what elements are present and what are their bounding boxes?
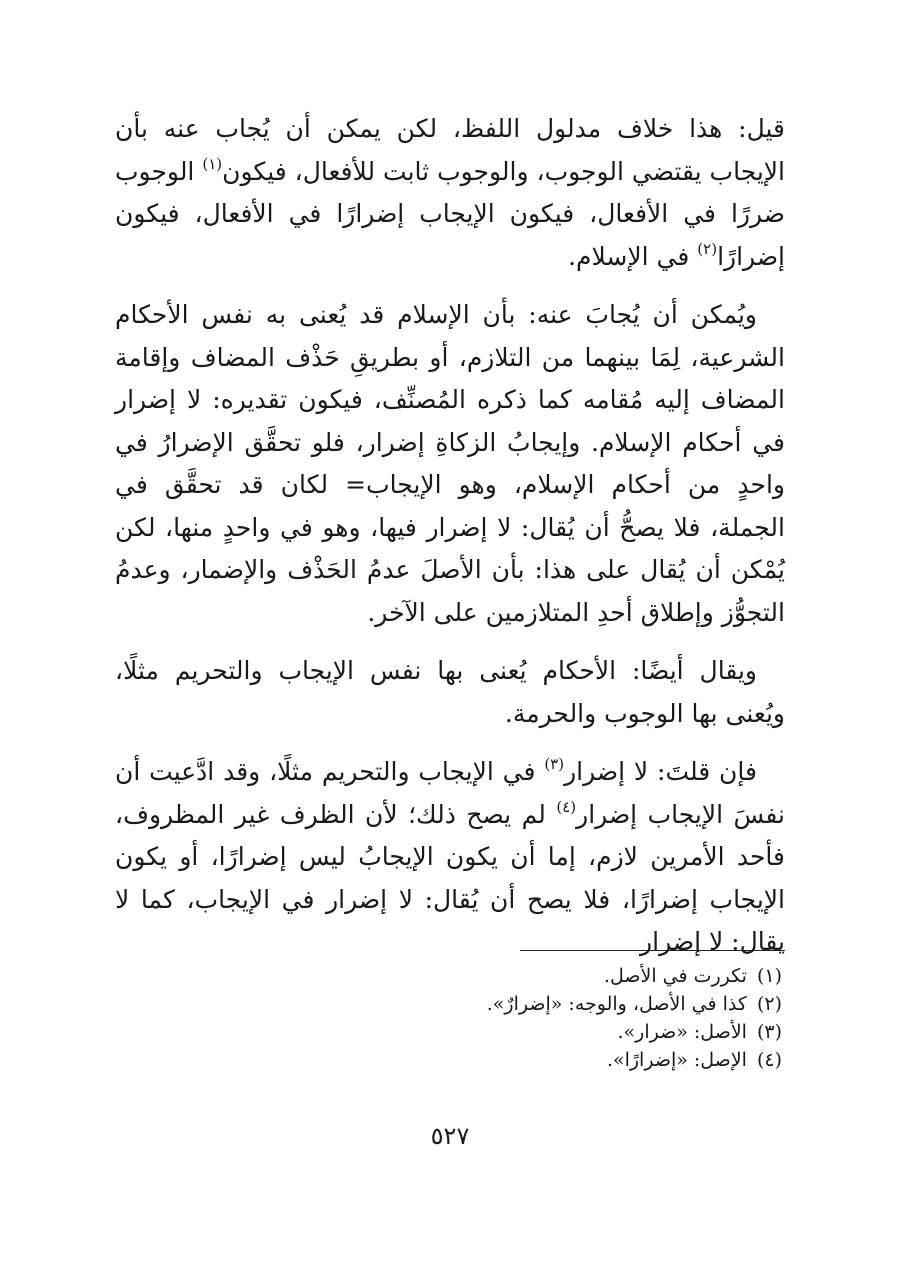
footnote-1 xyxy=(182,962,782,990)
footnote-text: كذا في الأصل، والوجه: «إضرارٌ». xyxy=(486,993,747,1015)
paragraph-text: لم يصح ذلك؛ لأن الظرف غير المظروف، فأحد الأمرين لازم، إما أن يكون الإيجابُ ليس إضرارًا، أو يكون الإيجاب إضرارًا، فلا يصح أن يُقال: لا إضرار في الإيجاب، كما لا يقال: لا إضرار xyxy=(115,799,785,956)
footnote-ref-3[interactable]: (٣) xyxy=(544,754,565,773)
paragraph-2 xyxy=(115,294,785,634)
paragraph-3 xyxy=(115,650,785,735)
footnote-3 xyxy=(182,1018,782,1046)
footnote-4 xyxy=(182,1046,782,1074)
footnote-text: تكررت في الأصل. xyxy=(603,965,747,987)
footnote-text: الإصل: «إضرارًا». xyxy=(606,1049,747,1071)
footnote-divider xyxy=(520,950,785,951)
footnote-2 xyxy=(182,990,782,1018)
paragraph-text: فإن قلتَ: لا إضرار xyxy=(564,757,757,786)
paragraph-text: قيل: هذا خلاف مدلول اللفظ، لكن يمكن أن يُجاب عنه بأن الإيجاب يقتضي الوجوب، والوجوب ثابت للأفعال، فيكون xyxy=(115,114,785,186)
paragraph-text: في الإيجاب والتحريم مثلًا، وقد ادَّعيت أن نفسَ الإيجاب إضرار xyxy=(115,757,785,829)
footnotes xyxy=(182,962,782,1074)
footnote-text: الأصل: «ضرار». xyxy=(617,1021,747,1043)
footnote-ref-2[interactable]: (٢) xyxy=(697,239,718,258)
paragraph-text: في الإسلام. xyxy=(568,241,698,271)
footnote-number: (٤) xyxy=(756,1049,782,1071)
paragraph-text: الوجوب ضررًا في الأفعال، فيكون الإيجاب إضرارًا في الأفعال، فيكون إضرارًا xyxy=(115,156,785,271)
footnote-ref-1[interactable]: (١) xyxy=(202,154,223,173)
paragraph-4 xyxy=(115,751,785,964)
paragraph-text: ويُمكن أن يُجابَ عنه: بأن الإسلام قد يُعنى به نفس الأحكام الشرعية، لِمَا بينهما من التلازم، أو بطريقِ حَذْف المضاف وإقامة المضاف إليه مُقامه كما ذكره المُصنِّف، فيكون تقديره: لا إضرار في أحكام الإسلام. وإيجابُ الزكاةِ إضرار، فلو تحقَّق الإضرارُ في واحدٍ من أحكام الإسلام، وهو الإيجاب= لكان قد تحقَّق في الجملة، فلا يصحُّ أن يُقال: لا إضرار فيها، وهو في واحدٍ منها، لكن يُمْكن أن يُقال على هذا: بأن الأصلَ عدمُ الحَذْف والإضمار، وعدمُ التجوُّز وإطلاق أحدِ المتلازمين على الآخر. xyxy=(115,300,785,627)
footnote-number: (٣) xyxy=(756,1021,782,1043)
paragraph-text: ويقال أيضًا: الأحكام يُعنى بها نفس الإيجاب والتحريم مثلًا، ويُعنى بها الوجوب والحرمة. xyxy=(115,656,785,728)
footnote-number: (٢) xyxy=(756,993,782,1015)
paragraph-1 xyxy=(115,108,785,278)
footnote-ref-4[interactable]: (٤) xyxy=(556,797,577,816)
page-number: ٥٢٧ xyxy=(430,1122,470,1150)
footnote-number: (١) xyxy=(756,965,782,987)
main-text xyxy=(115,108,785,980)
